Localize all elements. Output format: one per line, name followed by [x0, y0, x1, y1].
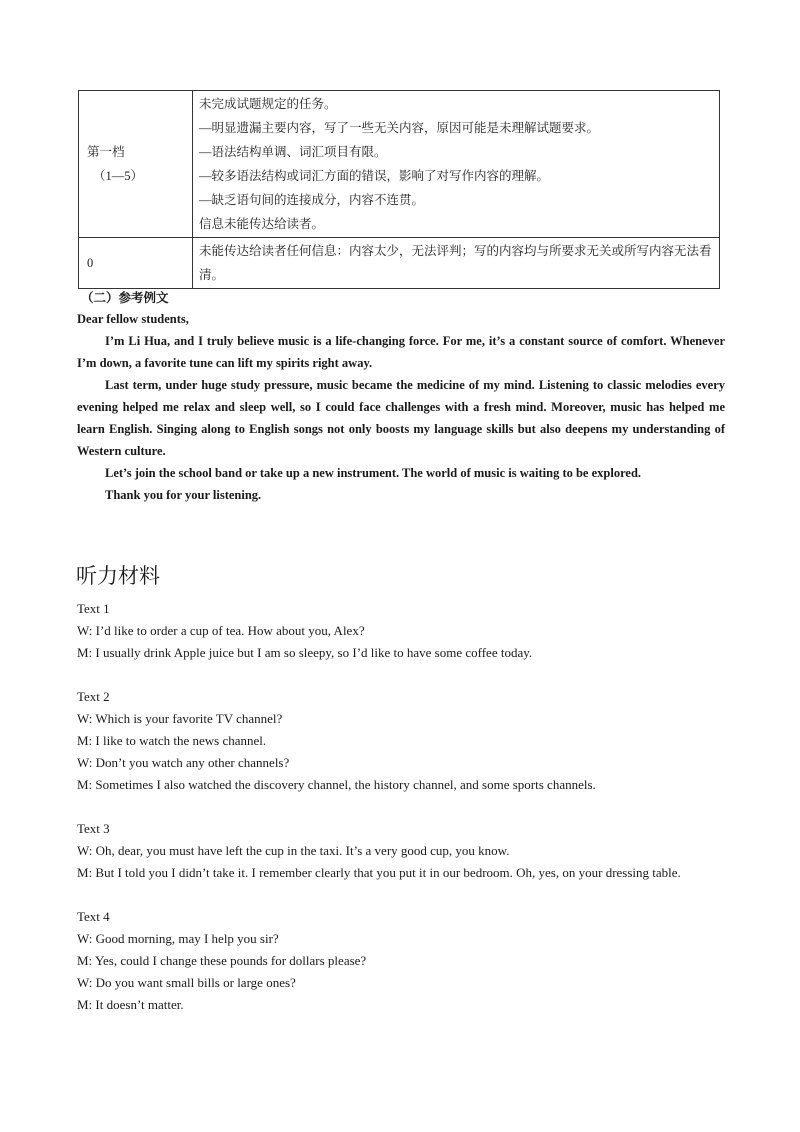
- descriptor-cell: [193, 238, 720, 289]
- dialogue-line: W: Don’t you watch any other channels?: [77, 755, 290, 770]
- dialogue-line: M: I like to watch the news channel.: [77, 733, 267, 748]
- dialogue-line: W: Do you want small bills or large ones?: [77, 975, 296, 990]
- descriptor-cell: [193, 91, 720, 238]
- descriptor-line: 未完成试题规定的任务。: [199, 97, 337, 111]
- text-label: Text 2: [77, 689, 110, 704]
- level-score-range: （1—5）: [93, 169, 144, 183]
- scoring-rubric-table: [78, 90, 720, 289]
- descriptor-line: —缺乏语句间的连接成分，内容不连贯。: [199, 193, 425, 207]
- essay-heading: （二）参考例文: [81, 291, 169, 305]
- listening-texts: [77, 598, 727, 1038]
- descriptor-line: 未能传达给读者任何信息：内容太少，无法评判；写的内容均与所要求无关或所写内容无法看清。: [199, 244, 712, 282]
- essay-paragraph: Let’s join the school band or take up a new instrument. The world of music is waiting to be explored.: [105, 466, 642, 480]
- listening-text-1: [77, 598, 727, 664]
- essay-paragraph: I’m Li Hua, and I truly believe music is a life-changing force. For me, it’s a constant source of comfort. Whenever I’m down, a favorite tune can lift my spirits right away.: [77, 334, 725, 370]
- text-label: Text 3: [77, 821, 110, 836]
- text-label: Text 4: [77, 909, 110, 924]
- essay-salutation: Dear fellow students,: [77, 312, 189, 326]
- rubric-row-level-1: [79, 91, 720, 238]
- dialogue-line: W: I’d like to order a cup of tea. How about you, Alex?: [77, 623, 365, 638]
- level-name: 0: [87, 256, 94, 270]
- descriptor-line: —语法结构单调、词汇项目有限。: [199, 145, 387, 159]
- listening-materials-title: 听力材料: [76, 564, 160, 588]
- essay-closing: Thank you for your listening.: [105, 488, 262, 502]
- descriptor-line: —较多语法结构或词汇方面的错误，影响了对写作内容的理解。: [199, 169, 550, 183]
- rubric-row-level-0: [79, 238, 720, 289]
- listening-text-2: [77, 686, 727, 796]
- dialogue-line: M: It doesn’t matter.: [77, 997, 184, 1012]
- dialogue-line: M: Yes, could I change these pounds for dollars please?: [77, 953, 367, 968]
- dialogue-line: W: Oh, dear, you must have left the cup in the taxi. It’s a very good cup, you know.: [77, 843, 510, 858]
- listening-text-4: [77, 906, 727, 1016]
- dialogue-line: M: But I told you I didn’t take it. I remember clearly that you put it in our bedroom. Oh, yes, on your dressing table.: [77, 865, 681, 880]
- descriptor-line: —明显遗漏主要内容，写了一些无关内容，原因可能是未理解试题要求。: [199, 121, 600, 135]
- listening-text-3: [77, 818, 727, 884]
- dialogue-line: W: Which is your favorite TV channel?: [77, 711, 283, 726]
- dialogue-line: M: Sometimes I also watched the discovery channel, the history channel, and some sports channels.: [77, 777, 596, 792]
- reference-essay: [77, 288, 725, 506]
- level-name: 第一档: [87, 145, 125, 159]
- level-cell: [79, 91, 193, 238]
- text-label: Text 1: [77, 601, 110, 616]
- level-cell: [79, 238, 193, 289]
- essay-paragraph: Last term, under huge study pressure, music became the medicine of my mind. Listening to classic melodies every evening helped me relax and sleep well, so I could face challenges with a fresh mind. Moreover, music has helped me learn English. Singing along to English songs not only boosts my language skills but also deepens my understanding of Western culture.: [77, 378, 725, 458]
- dialogue-line: M: I usually drink Apple juice but I am so sleepy, so I’d like to have some coffee today.: [77, 645, 533, 660]
- dialogue-line: W: Good morning, may I help you sir?: [77, 931, 279, 946]
- descriptor-line: 信息未能传达给读者。: [199, 217, 325, 231]
